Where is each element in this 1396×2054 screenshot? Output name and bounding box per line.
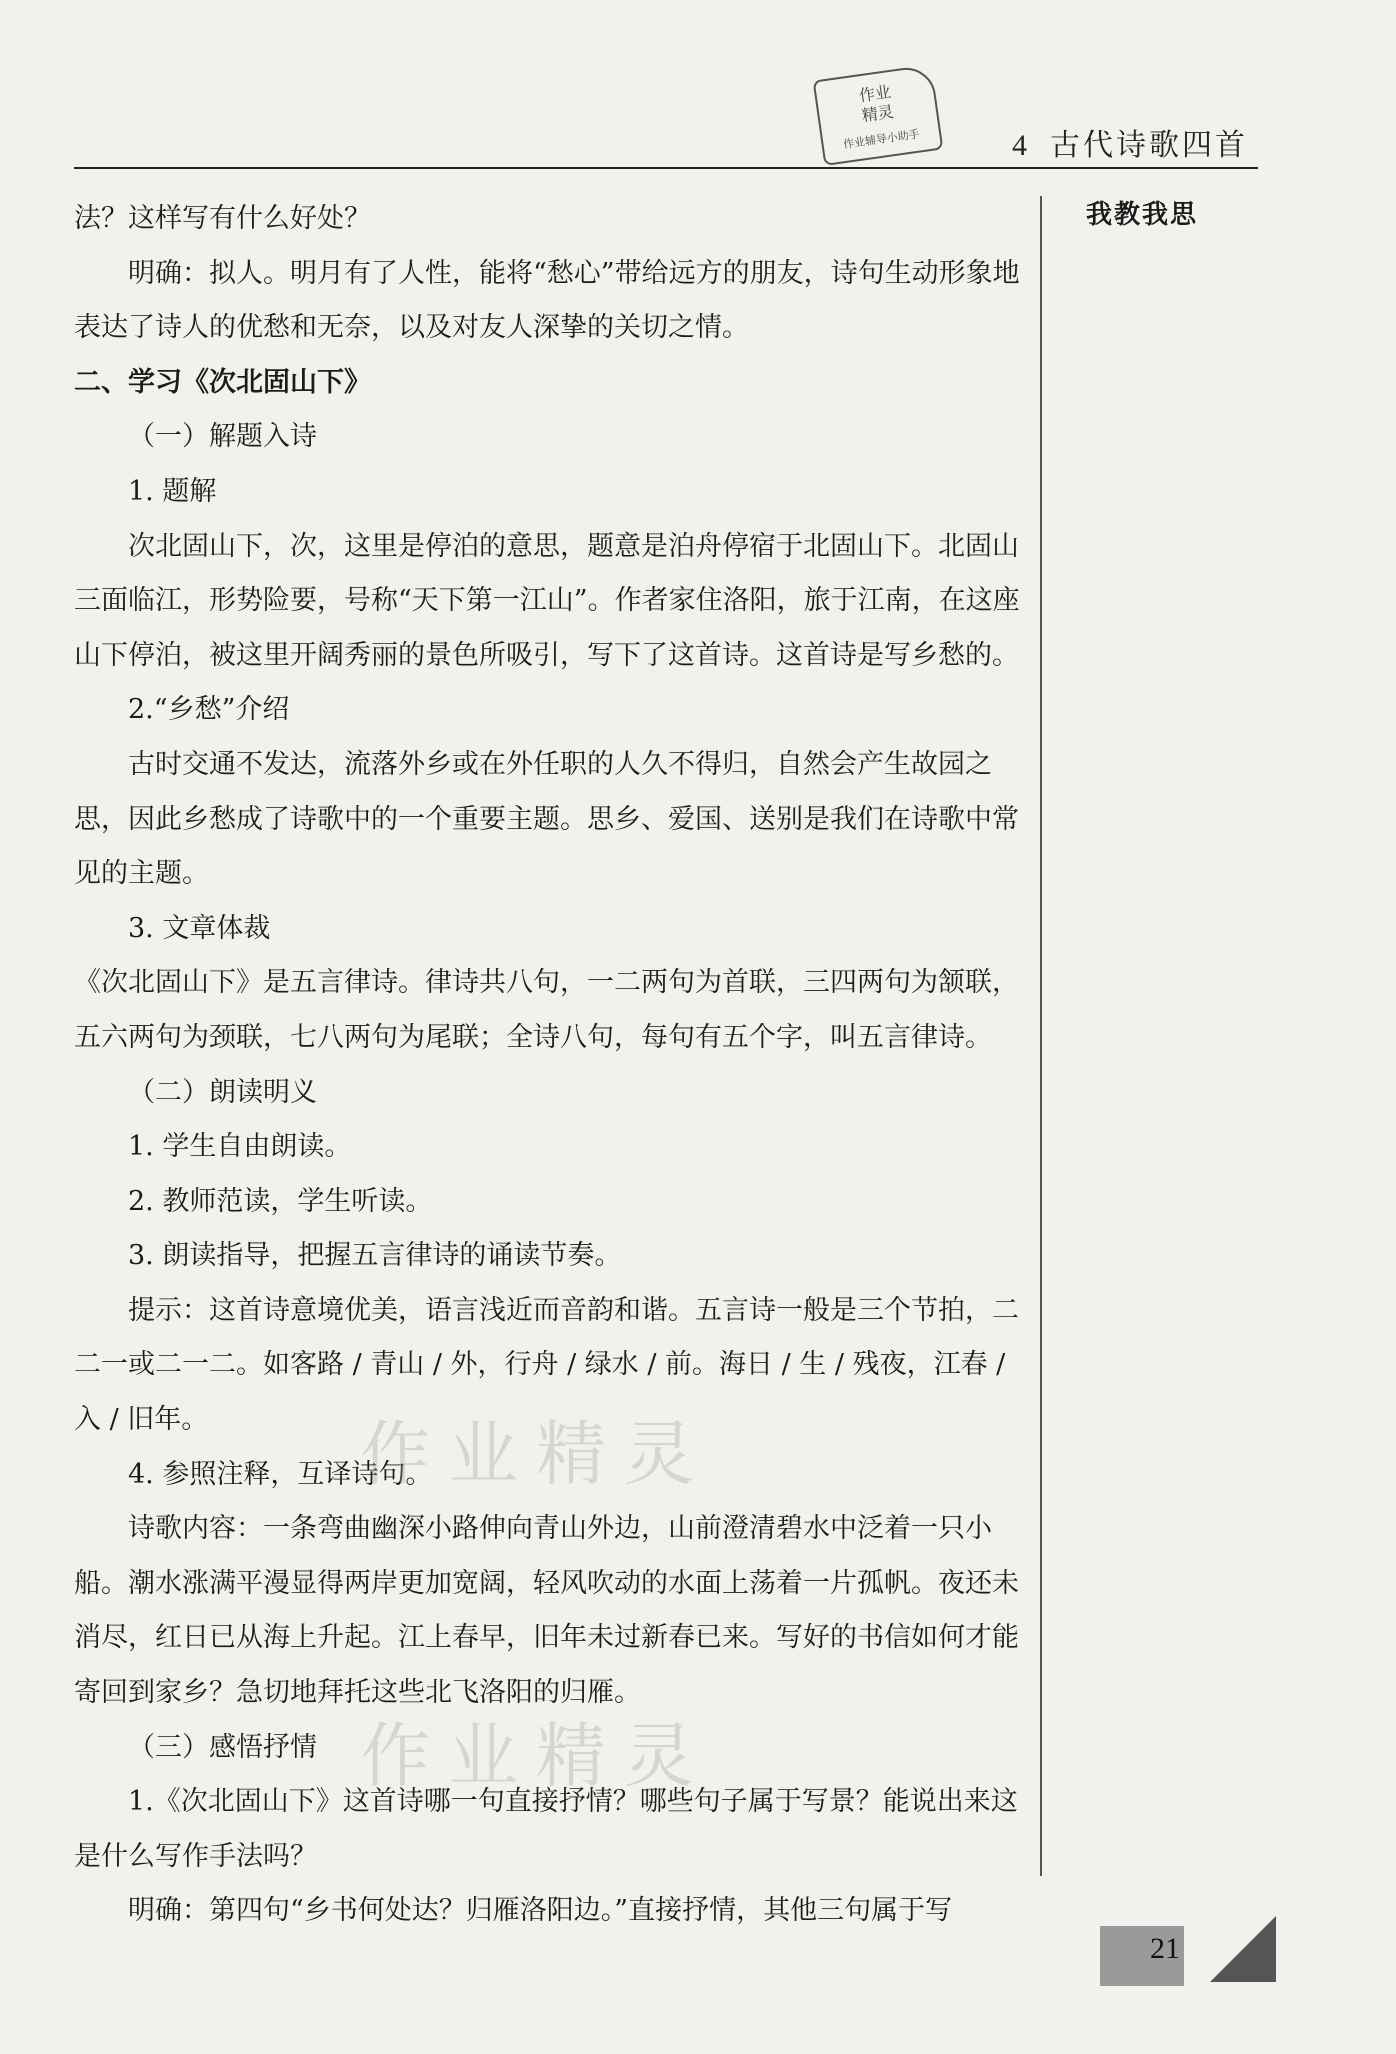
- chapter-title: 古代诗歌四首: [1050, 128, 1248, 163]
- corner-triangle: [1210, 1916, 1276, 1982]
- item-heading: 3. 文章体裁: [128, 912, 271, 944]
- text-line: 法？这样写有什么好处？: [74, 203, 371, 234]
- watermark-text: 作业精灵: [360, 1715, 712, 1797]
- subsection-heading: （三）感悟抒情: [128, 1731, 317, 1763]
- page-number: 21: [1150, 1932, 1180, 1965]
- list-item: 1. 学生自由朗读。: [128, 1131, 352, 1163]
- sidebar-divider: [1040, 196, 1042, 1876]
- subsection-heading: （二）朗读明义: [128, 1076, 317, 1108]
- list-item: 4. 参照注释，互译诗句。: [128, 1458, 433, 1490]
- chapter-number: 4: [1012, 129, 1030, 162]
- question-paragraph: 1.《次北固山下》这首诗哪一句直接抒情？哪些句子属于写景？能说出来这是什么写作手法吗？: [74, 1786, 1018, 1872]
- answer-paragraph: 明确：第四句“乡书何处达？归雁洛阳边。”直接抒情，其他三句属于写: [128, 1895, 953, 1927]
- chapter-header: [1012, 120, 1248, 164]
- section-heading: 二、学习《次北固山下》: [74, 366, 371, 398]
- sidebar-title: 我教我思: [1086, 200, 1199, 230]
- list-item: 2. 教师范读，学生听读。: [128, 1185, 433, 1217]
- answer-paragraph: 明确：拟人。明月有了人性，能将“愁心”带给远方的朋友，诗句生动形象地表达了诗人的优愁和无奈，以及对友人深挚的关切之情。: [74, 257, 1020, 344]
- subsection-heading: （一）解题入诗: [128, 421, 317, 453]
- paragraph: 诗歌内容：一条弯曲幽深小路伸向青山外边，山前澄清碧水中泛着一只小船。潮水涨满平漫显得两岸更加宽阔，轻风吹动的水面上荡着一片孤帆。夜还未消尽，红日已从海上升起。江上春早，旧年未过新春已来。写好的书信如何才能寄回到家乡？急切地拜托这些北飞洛阳的归雁。: [74, 1513, 1019, 1709]
- paragraph: 古时交通不发达，流落外乡或在外任职的人久不得归，自然会产生故园之思，因此乡愁成了诗歌中的一个重要主题。思乡、爱国、送别是我们在诗歌中常见的主题。: [74, 748, 1019, 890]
- item-heading: 2.“乡愁”介绍: [128, 694, 290, 726]
- header-rule: [74, 167, 1258, 169]
- paragraph: 《次北固山下》是五言律诗。律诗共八句，一二两句为首联，三四两句为颔联，五六两句为颈联，七八两句为尾联；全诗八句，每句有五个字，叫五言律诗。: [74, 967, 1019, 1053]
- paragraph: 次北固山下，次，这里是停泊的意思，题意是泊舟停宿于北固山下。北固山三面临江，形势险要，号称“天下第一江山”。作者家住洛阳，旅于江南，在这座山下停泊，被这里开阔秀丽的景色所吸引，写下了这首诗。这首诗是写乡愁的。: [74, 530, 1020, 671]
- watermark-text: 作业精灵: [360, 1413, 712, 1495]
- watermark-stamp: 作业 精灵 作业辅导小助手: [813, 64, 944, 166]
- list-item: 3. 朗读指导，把握五言律诗的诵读节奏。: [128, 1240, 622, 1272]
- item-heading: 1. 题解: [128, 475, 217, 507]
- main-content: [74, 192, 1036, 1939]
- hint-paragraph: 提示：这首诗意境优美，语言浅近而音韵和谐。五言诗一般是三个节拍，二二一或二一二。如客路 / 青山 / 外，行舟 / 绿水 / 前。海日 / 生 / 残夜，江春 / 入 / 旧年。: [74, 1294, 1019, 1436]
